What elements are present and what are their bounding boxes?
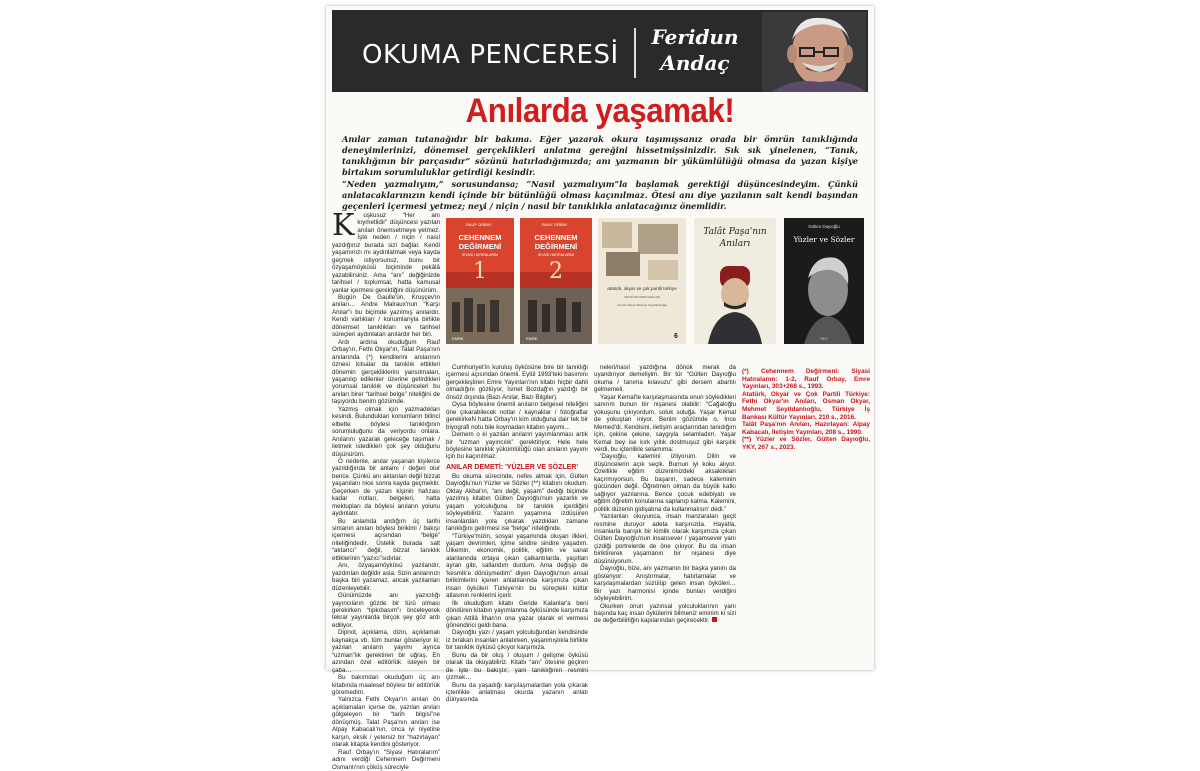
book-1-subtitle: SİYASİ HATIRALARIM [461, 253, 499, 257]
book-5-title: Yüzler ve Sözler [793, 235, 855, 244]
end-mark-icon [712, 617, 717, 622]
article-body [326, 208, 874, 771]
column-name: OKUMA PENCERESİ [362, 40, 619, 70]
body-paragraph: Yaşar Kemal'le karşılaşmasında onun söyledikleri sanırım bunun bir nişanesi olabilir: “Cağaloğlu yokuşunu çıkıyordum, soluk soluğa. Yaşar Kemal de yokuştan iniyor. Benim gözümde o, İnce Memed'di. Kendisini, iletişim araçlarından tanıdığım için, çekine çekine, saygıyla selamladım. Yaşar Kemal bey ise kırk yıllık dostmuşuz gibi karşılık verdi, bu içtenlikle selamıma: [594, 393, 736, 453]
book-1-title-bottom: DEĞİRMENİ [458, 242, 502, 251]
body-paragraph: İlk okuduğum kitabı Geride Kalanlar'a beni döndüren kitabın yayımlanma öyküsünde karşımıza çıkan Attilâ İlhan'ın ona yazar olarak el vermesi gönendirici geldi bana. [446, 599, 588, 629]
body-paragraph: Demem o ki yazılan anıların yayımlanması artık bir “uzman yayıncılık” gerektiriyor. Hele hele böylesine tanıklık yükümlülüğü olan anıların yayımı için bu kaçınılmaz. [446, 431, 588, 461]
lead-text-2: “Neden yazmalıyım,” sorusundansa; “Nasıl yazmalıyım”la başlamak gerektiği düşüncesindeyim. Çünkü anlatacaklarınızın kendi içinde bir bütünlüğü olması kaçınılmaz. Ötesi anı diye yazılanın salt kendi başından geçenleri içermesi yetmez; neyi / niçin / nasıl bir tanıklıkla anlatacağınız önemlidir. [342, 179, 858, 211]
book-5-publisher: YKY [819, 336, 829, 341]
book-1-publisher: EMRE [452, 336, 464, 341]
body-paragraph: Günümüzde anı yazıcılığı yayıncıların gözde bir türü olması gerekirken “tıpkıbasım”ı önceleyerek tekrar yayınlarda birçok şey göz ardı ediliyor. [332, 592, 440, 629]
book-3-authors: Osman Okyar Mehmet Seyitdanlıoğlu [617, 303, 667, 307]
book-4-title-bottom: Anıları [719, 239, 751, 249]
reference-item: Atatürk, Okyar ve Çok Partili Türkiye: Fethi Okyar'ın Anıları, Osman Okyar, Mehmet Seyitdanlıoğlu, Türkiye İş Bankası Kültür Yayınları, 210 s., 2016. [742, 390, 870, 421]
body-paragraph: O nedenle, anılar yaşanan kişilerce yazıldığında bir anlamı / değeri olur bence. Çünkü anı aktarılan değil bizzat yaşanılanı nice sonra kayda geçmektir. Geçerken de yazan kişinin hafızası kadar notları, belgeleri, hatta mektupları da böylesi anıların yolunu aydınlatır. [332, 457, 440, 518]
author-first-name: Feridun [651, 25, 739, 49]
book-1-author: RAUF ORBAY [466, 222, 492, 227]
author-portrait-image [762, 12, 866, 92]
column-3 [594, 364, 736, 670]
book-5-author: Gülten Dayıoğlu [808, 224, 840, 229]
drop-cap: K [332, 208, 355, 243]
book-3-badge: 6 [674, 333, 678, 340]
body-paragraph: Rauf Orbay'ın “Siyasi Hatıralarım” adını verdiği Cehennem Değirmeni Osmanlı'nın çöküş süreciyle [332, 748, 440, 771]
body-paragraph: Bugün De Gaulle'ün, Kruşçev'in anıları… Andre Malraux'nun “Karşı Anılar”ı bu biçimde yazılmış anılardır. Kendi varlıkları / konumlarıyla birlikte dönemsel tanıklıkları ve tarihsel süreçleri aydınlatan anılardır her biri. [332, 293, 440, 339]
author-name [650, 24, 740, 76]
column-2 [446, 364, 588, 704]
body-paragraph: Cumhuriyet'in kuruluş öyküsüne bire bir tanıklığı içermesi açısından önemli. Eylül 1993'teki basımını gerçekleştiren Emre Yayınları'nın kitabı hiçbir dahli olmadığını gözlüyor, İsmet Bozdağ'ın yazdığı bir önsöz dışında (Bazı Anılar, Bazı Bilgiler). [446, 364, 588, 401]
book-3-title: atatürk, okyar ve çok partili türkiye [607, 286, 677, 291]
author-portrait [762, 12, 866, 92]
newspaper-page [326, 6, 874, 771]
body-paragraph: Bunu da bir oluş / oluşum / gelişme öyküsü olarak da okuyabiliriz. Kitabı “anı” ötesine geçiren de işte bu bakıştır; yani tanıklığının resmini çizmek… [446, 651, 588, 682]
body-paragraph: Bu bakımdan okuduğum üç anı kitabında maalesef böylesi bir editörlük göremedim. [332, 674, 440, 696]
book-3-subtitle: FETHİ OKYAR'IN ANILARI [624, 295, 660, 299]
body-paragraph: ‘Dayıoğlu, kalemini izliyorum. Dilin ve düşüncelerin açık seçik. Burnun iyi koku alıyor. Özellikle eğitim düzenimizdeki aksaklıkları kaçırmıyorsun. Bu başarın, sadece kaleminin gücünden değil. Öğretmen olman da büyük katkı sağlıyor yazılarına. Bence çocuk edebiyatı ve eğitim öğretim konularına saplanıp kalma. Kalemini, politik düzenin gidişatına da kullanmalısın' dedi.” [594, 453, 736, 513]
headline: Anılarda yaşamak! [465, 92, 735, 130]
body-paragraph: Yazmış olmak için yazmadıkları kesindi. Bulundukları konumların bilinci elbette böylesi tanıklığının sorumluluğunu da veriyordu onlara. Anılarını yazarak geleceğe taşımak / iletmek istedikleri çok şey olduğunu düşünürüm. [332, 405, 440, 458]
body-paragraph: Dayıoğlu yazı / yaşam yolculuğundan kendisinde iz bırakan insanları anlatırken, yaşanmışlıkla birlikte bir tanıklık öyküsü çıkıyor karşımıza. [446, 629, 588, 652]
lead-text-1: Anılar zaman tutanağıdır bir bakıma. Eğer yazarak okura taşımışsanız orada bir ömrün tanıklığında deneyimlerinizi, dönemsel gerçeklikleri anlatma gereğini hissetmişsinizdir. Sık sık yinelenen, “Tanık, tanıklığının bir parçasıdır” sözünü hatırladığımızda; anı yazmanın bir yükümlülüğü olmasa da yazan kişiye birtakım sorumluluklar getirdiği kesindir. [342, 134, 858, 177]
body-paragraph: Yazılanları okuyunca, insan manzaraları geçit resmine duruyor adeta karşınızda. Hayatla, insanlarla barışık bir kimlik olarak karşımıza çıkan Gülten Dayıoğlu'nun insansever / yaşamsever yanı çizdiği portrelerde de öne çıkıyor. Bu da insan biriktirerek yaşamanın bir nişanesi diye düşünüyorum. [594, 513, 736, 565]
body-paragraph: neleri/nasıl yazdığına dönük merak da uyandırıyor demeliyim. Bir tür “Gülten Dayıoğlu okuma / tanıma kılavuzu” gibi dersem abartılı gelmemeli. [594, 364, 736, 394]
body-paragraph: Ardı ardına okuduğum Rauf Orbay'ın, Fethi Okyar'ın, Talat Paşa'nın anılarında (*) kendilerini anılarının öznesi kılsalar da tanıklık ettikleri dönemin gerçekliklerini yansıtmaları, yaşanılıp edilenler üzerine getirdikleri yorumsal tanıklık ve düşünceleri bu anıları birer “tarihsel belge” niteliğini de taşıyordu benim gözümde. [332, 338, 440, 406]
body-paragraph: Yalnızca Fethi Okyar'ın anıları ön açıklamaları içerse de, yazılan anıları gölgeleyen bir “tarih bilgisi”ne dönüşmüş. Talat Paşa'nın anıları ise Alpay Kabacalı'nın, onca iyi niyetine karşın, eksik / yetersiz bir “hazırlayan” olarak kitapta kendini gösteriyor. [332, 696, 440, 749]
book-1-volume: 1 [473, 259, 487, 284]
book-2-volume: 2 [549, 259, 563, 284]
reference-item: (*) Cehennem Değirmeni: Siyasi Hatıralarım: 1-2, Rauf Orbay, Emre Yayınları, 303+268 s., 1993. [742, 368, 870, 391]
book-1-title-top: CEHENNEM [458, 233, 502, 242]
book-2-author: RAUF ORBAY [542, 222, 568, 227]
header-divider [634, 28, 636, 78]
lead-paragraph [342, 134, 858, 212]
body-paragraph: Okurken onun yazınsal yolculuklarının yanı başında kaç insan öykülerini bilmeniz eminim ki sizi de değerbilirliğin kapılarından geçirecektir. [594, 602, 736, 625]
body-paragraph: K uşkusuz “Her anı kıymetlidir” düşüncesi yazılan anıları önemsetmeye yetmez. İşte neden / niçin / nasıl yazdığınız burada sizi bağlar. Kendi yaşamınızı mı aydınlatmak veya kayda geçmek istiyorsunuz, bunu bir özyaşamöyküsü biçiminde pekâlâ yazabilirsiniz. Ama “anı” değiğinizde tarihsel / toplumsal, hatta kamusal yanlar içermesi gerektiğini düşünürüm. [332, 208, 440, 294]
body-paragraph: “Türkiye'mizin, sosyal yaşamında oluşan ilkleri, yaşam devrimleri, içime sindire sindire yaşadım. Ülkemin, ekonomik, politik, eğitim ve sanat alanlarında ortaya çıkan çalkantılarda, yaşıtları ayran gibi, sallandım durdum. Ama değişip de 'kesmik'e dönüşmedim” diyen Dayıoğlu'nun ansal birikimlerini içeren anlatılarında karşımıza çıkan insan öyküleri Türkiye'nin bu süreçteki kültür atlasının renklerini içerir. [446, 532, 588, 600]
references [742, 368, 870, 452]
reference-item: (**) Yüzler ve Sözler, Gülten Dayıoğlu, YKY, 267 s., 2023. [742, 436, 870, 451]
column-4-references [742, 364, 870, 670]
body-paragraph: Dayıoğlu, bize, anı yazmanın bir başka yanını da gösteriyor: Anıştırmalar, hatırlamalar ve karşılaşmalardan süzülüp gelen insan öyküleri… Bir yazı harmonisi içinde bunları verdiğini söyleyebilirim. [594, 565, 736, 603]
reference-item: Talât Paşa'nın Anıları, Hazırlayan: Alpay Kabacalı, İletişim Yayınları, 208 s., 1990. [742, 421, 870, 436]
body-paragraph: Oysa böylesine önemli anıların belgesel niteliğini öne çıkarabilecek notlar / kaynaklar / fotoğraflar gerekirkeN hatta Orbay'ın kim olduğuna dair tek bir biyografi notu bile koymadan kitabın yayımı… [446, 401, 588, 431]
body-paragraph: Bu okuma sürecinde, nefes almak için, Gülten Dayıoğlu'nun Yüzler ve Sözler (**) kitabını okudum. Oktay Akbal'ın, “anı değil, yaşam” dediği biçimde yazılmış kitabın Gülten Dayıoğlu'nun yazarlık ve yaşam yolculuğuna bir tanıklık içerdiğini söyleyebiliriz. Yazarın yaşamına izdüşüren insanlardan yola çıkarak yazdıkları zamane tanıklığını getirmesi ise “belge” niteliğinde. [446, 472, 588, 533]
body-paragraph: Bu anlamda andığım üç tarihi simanın anıları böylesi birikimi / bakışı içermesi açısından “belge” niteliğindedir. Üstelik burada salt “aktarıcı” değil, bizzat tanıklık ettiklerinin “yazıcı”sıdırlar. [332, 517, 440, 562]
column-header [332, 10, 868, 92]
book-2-subtitle: SİYASİ HATIRALARIM [537, 253, 575, 257]
book-2-title-top: CEHENNEM [534, 233, 578, 242]
column-1 [332, 208, 440, 771]
book-2-title-bottom: DEĞİRMENİ [534, 242, 578, 251]
section-subhead: ANILAR DEMETİ: 'YÜZLER VE SÖZLER' [446, 463, 579, 471]
book-4-title-top: Talât Paşa'nın [703, 227, 767, 237]
body-paragraph: Dipnot, açıklama, dizin, açıklamalı kaynakça vb. tüm bunlar gösteriyor ki; yazılan anıların yayımı ayrıca “uzman”lık gerektiren bir uğraş. En azından özel editörlük isteyen bir çaba… [332, 629, 440, 674]
body-paragraph: Anı, özyaşamöyküsü yazılandır, yazdırılan değildir asla. Sizin anılarınızı başka biri yazamaz, ancak yazılanları düzenleyebilir. [332, 562, 440, 592]
book-2-publisher: EMRE [526, 336, 538, 341]
body-paragraph: Bunu da yaşadığı karşılaşmalardan yola çıkarak içtenlikle anlatması okurda yazanın anlatı dünyasında [446, 681, 588, 704]
author-last-name: Andaç [660, 51, 730, 75]
